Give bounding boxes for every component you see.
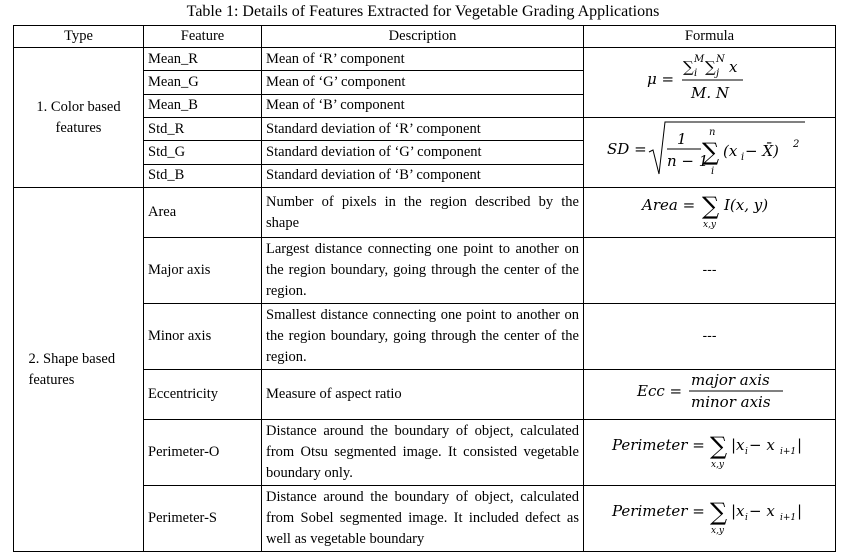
perim-o-body3: | [796,436,802,454]
area-body: I(x, y) [723,196,768,214]
perim-s-s1: i [744,513,748,523]
feature-cell: Major axis [144,238,262,304]
sd-lhs: SD = [606,140,647,158]
description-cell: Standard deviation of ‘R’ component [262,118,584,141]
table-row [14,48,836,71]
perim-s-sub: x,y [710,526,724,536]
perim-o-s1: i [744,447,748,457]
group-shape-label: 2. Shape based features [28,350,116,388]
formula-area-svg [640,188,780,230]
sd-pow: 2 [792,139,799,150]
description-cell: Mean of ‘B’ component [262,94,584,117]
formula-mean [584,48,836,118]
description-cell: Mean of ‘G’ component [262,71,584,94]
formula-minor-axis: --- [584,304,836,370]
perim-s-sum: ∑ [709,498,727,526]
formula-perimeter-s [584,486,836,552]
feature-cell: Mean_B [144,94,262,117]
area-sub: x,y [702,220,716,230]
mean-lhs: μ = [646,70,674,88]
mean-var: x [728,58,737,76]
formula-ecc-svg [635,370,785,412]
features-table [13,25,836,552]
header-formula: Formula [584,26,836,48]
formula-sd-svg [605,118,815,180]
group-shape [14,188,144,552]
mean-sub-j: j [715,68,719,79]
header-type: Type [14,26,144,48]
sd-body-sub: i [740,152,744,163]
group-color [14,48,144,188]
perim-s-body2: − x [748,502,775,520]
feature-cell: Std_R [144,118,262,141]
description-cell: Distance around the boundary of object, calculated from Otsu segmented image. It consisted vegetable boundary only. [262,420,584,486]
sd-num: 1 [676,130,687,148]
description-cell: Largest distance connecting one point to another on the region boundary, going through the center of the region. [262,238,584,304]
mean-sub-i: i [693,68,697,79]
perim-s-body3: | [796,502,802,520]
sd-sum: ∑ [701,138,719,166]
table-caption: Table 1: Details of Features Extracted for Vegetable Grading Applications [186,3,660,20]
formula-perimeter-o-svg [610,426,810,472]
description-cell: Mean of ‘R’ component [262,48,584,71]
area-lhs: Area = [641,196,695,214]
sd-den: n − 1 [666,152,708,170]
mean-den: M. N [690,84,729,102]
formula-major-axis: --- [584,238,836,304]
header-description: Description [262,26,584,48]
formula-area [584,188,836,238]
formula-ecc [584,370,836,420]
feature-cell: Mean_R [144,48,262,71]
feature-cell: Area [144,188,262,238]
ecc-lhs: Ecc = [636,382,682,400]
description-cell: Smallest distance connecting one point to another on the region boundary, going through the center of the region. [262,304,584,370]
mean-sup-i: M [693,54,704,65]
perim-o-sub: x,y [710,460,724,470]
sd-sup: n [708,127,715,138]
mean-sum-i: ∑ [682,58,694,76]
perim-o-lhs: Perimeter = [611,436,705,454]
perim-o-body2: − x [748,436,775,454]
feature-cell: Perimeter-O [144,420,262,486]
formula-mean-svg [645,48,775,110]
feature-cell: Mean_G [144,71,262,94]
perim-o-body1: |x [730,436,745,454]
group-color-label: 1. Color based features [36,98,121,136]
mean-sup-j: N [715,54,725,65]
perim-o-sum: ∑ [709,432,727,460]
table-row [14,188,836,238]
area-sum: ∑ [701,192,719,220]
ecc-num: major axis [690,371,770,389]
description-cell: Distance around the boundary of object, calculated from Sobel segmented image. It included defect as well as vegetable boundary [262,486,584,552]
sd-body-rest: − X̄) [744,142,779,160]
description-cell: Number of pixels in the region described by the shape [262,188,584,238]
description-cell: Standard deviation of ‘B’ component [262,164,584,187]
formula-sd [584,118,836,188]
formula-perimeter-s-svg [610,492,810,538]
ecc-den: minor axis [690,393,771,411]
header-feature: Feature [144,26,262,48]
perim-o-s2: i+1 [779,447,796,457]
formula-perimeter-o [584,420,836,486]
description-cell: Measure of aspect ratio [262,370,584,420]
sd-body: (x [722,142,737,160]
sd-sub: i [710,166,714,177]
feature-cell: Std_B [144,164,262,187]
perim-s-body1: |x [730,502,745,520]
feature-cell: Minor axis [144,304,262,370]
mean-sum-j: ∑ [704,58,716,76]
feature-cell: Eccentricity [144,370,262,420]
perim-s-s2: i+1 [779,513,796,523]
feature-cell: Std_G [144,141,262,164]
feature-cell: Perimeter-S [144,486,262,552]
description-cell: Standard deviation of ‘G’ component [262,141,584,164]
perim-s-lhs: Perimeter = [611,502,705,520]
header-row [14,26,836,48]
